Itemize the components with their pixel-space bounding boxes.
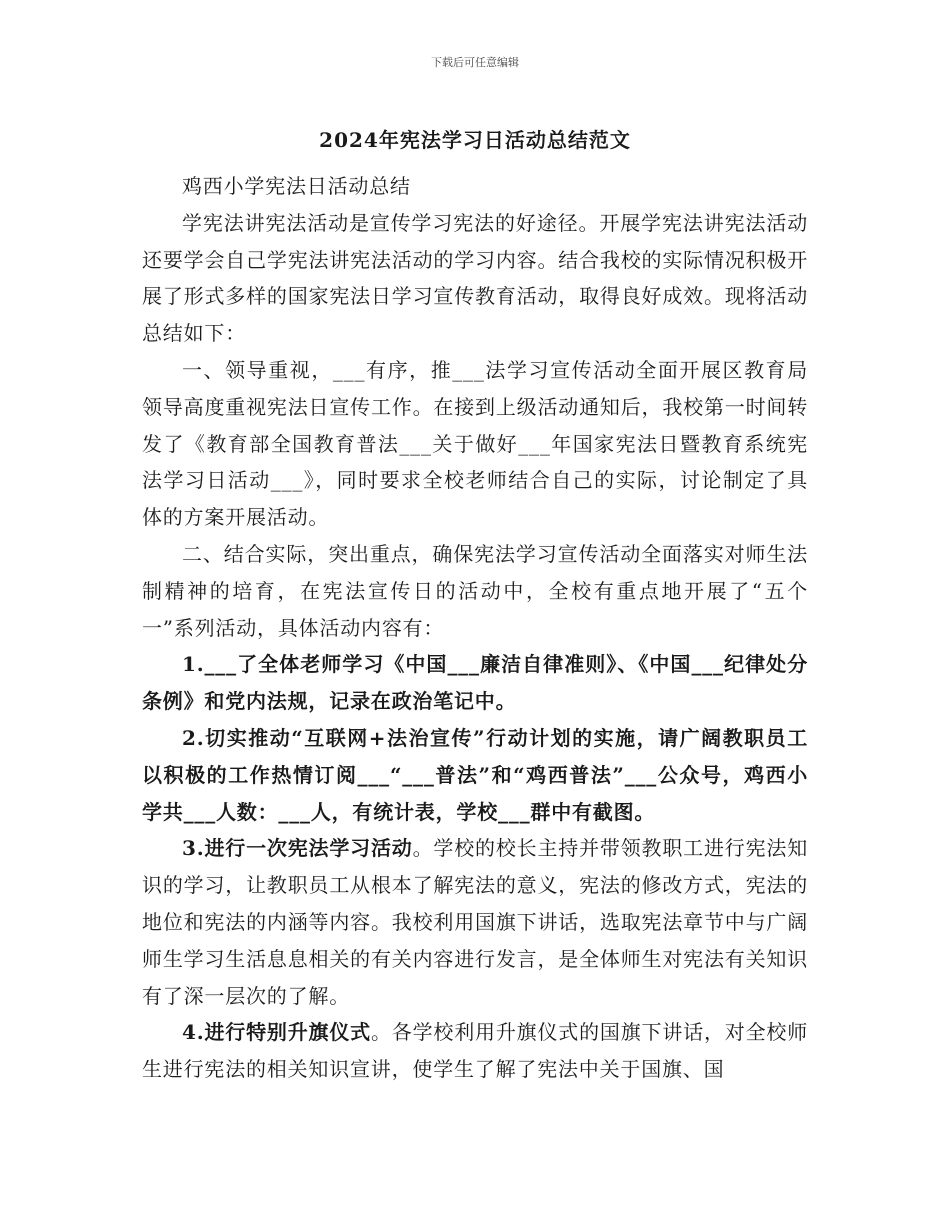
paragraph-item-4 (142, 1014, 808, 1088)
paragraph-school-title: 鸡西小学宪法日活动总结 (182, 174, 411, 198)
paragraph-section-two: 二、结合实际，突出重点，确保宪法学习宣传活动全面落实对师生法制精神的培育，在宪法宣传日的活动中，全校有重点地开展了“五个一”系列活动，具体活动内容有： (142, 541, 808, 640)
paragraph-section-one: 一、领导重视，___有序，推___法学习宣传活动全面开展区教育局领导高度重视宪法日宣传工作。在接到上级活动通知后，我校第一时间转发了《教育部全国教育普法___关于做好___年国家宪法日暨教育系统宪法学习日活动___》，同时要求全校老师结合自己的实际，讨论制定了具体的方案开展活动。 (142, 357, 808, 530)
paragraph-intro: 学宪法讲宪法活动是宣传学习宪法的好途径。开展学宪法讲宪法活动还要学会自己学宪法讲宪法活动的学习内容。结合我校的实际情况积极开展了形式多样的国家宪法日学习宣传教育活动，取得良好成效。现将活动总结如下： (142, 210, 808, 346)
paragraph-item-2: 2.切实推动“互联网+法治宣传”行动计划的实施，请广阔教职员工以积极的工作热情订阅___“___普法”和“鸡西普法”___公众号，鸡西小学共___人数：___人，有统计表，学校___群中有截图。 (142, 725, 808, 824)
paragraph-item-3-lead: 3.进行一次宪法学习活动 (182, 836, 413, 861)
paragraph-item-4-text: 。各学校利用升旗仪式的国旗下讲话，对全校师生进行宪法的相关知识宣讲，使学生了解了宪法中关于国旗、国 (142, 1020, 808, 1082)
paragraph-item-4-lead: 4.进行特别升旗仪式 (182, 1020, 371, 1045)
document-title: 2024年宪法学习日活动总结范文 (319, 128, 631, 152)
paragraph-item-3 (142, 830, 808, 1014)
paragraph-item-3-text: 。学校的校长主持并带领教职工进行宪法知识的学习，让教职员工从根本了解宪法的意义，宪法的修改方式，宪法的地位和宪法的内涵等内容。我校利用国旗下讲话，选取宪法章节中与广阔师生学习生活息息相关的有关内容进行发言，是全体师生对宪法有关知识有了深一层次的了解。 (142, 836, 809, 1008)
paragraph-item-1: 1.___了全体老师学习《中国___廉洁自律准则》、《中国___纪律处分条例》和党内法规，记录在政治笔记中。 (142, 652, 808, 714)
document-body (142, 168, 808, 1088)
page-header-note: 下载后可任意编辑 (431, 56, 519, 69)
